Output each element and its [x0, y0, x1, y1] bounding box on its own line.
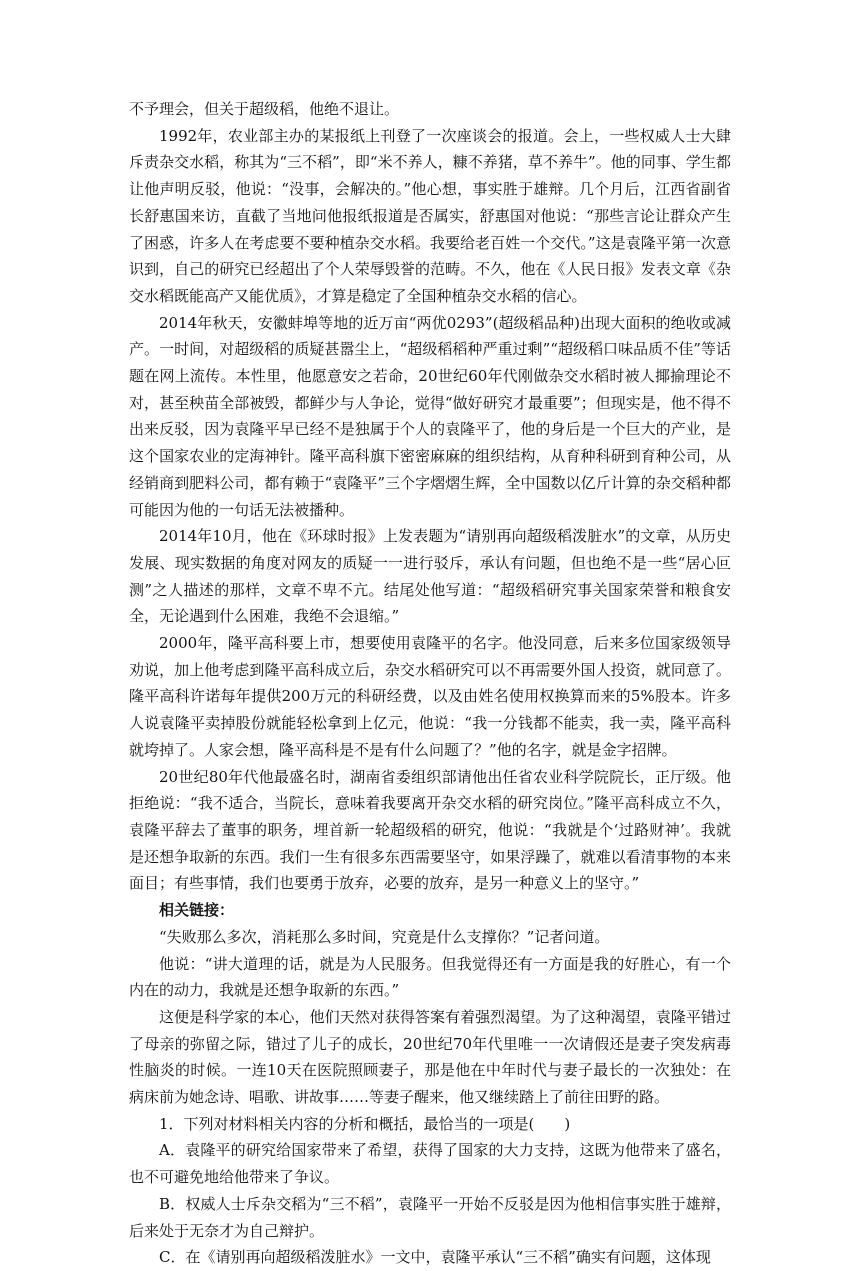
answer-option [129, 1191, 731, 1244]
article-body [129, 96, 731, 1111]
question-number: 1． [159, 1114, 184, 1133]
option-label: C． [159, 1248, 186, 1267]
paragraph: “失败那么多次，消耗那么多时间，究竟是什么支撑你？”记者问道。 [159, 927, 610, 946]
question-text: 下列对材料相关内容的分析和概括，最恰当的一项是( ) [183, 1114, 571, 1133]
answer-option [129, 1244, 731, 1271]
answer-option [129, 1137, 731, 1190]
paragraph: 1992年，农业部主办的某报纸上刊登了一次座谈会的报道。会上，一些权威人士大肆斥责杂交水稻，称其为“三不稻”，即“米不养人，糠不养猪，草不养牛”。他的同事、学生都让他声明反驳，他说：“没事，会解决的。”他心想，事实胜于雄辩。几个月后，江西省副省长舒惠国来访，直截了当地问他报纸报道是否属实，舒惠国对他说：“那些言论让群众产生了困惑，许多人在考虑要不要种植杂交水稻。我要给老百姓一个交代。”这是袁隆平第一次意识到，自己的研究已经超出了个人荣辱毁誉的范畴。不久，他在《人民日报》发表文章《杂交水稻既能高产又能优质》，才算是稳定了全国种植杂交水稻的信心。 [129, 126, 731, 305]
question-stem [129, 1111, 731, 1138]
paragraph: 他说：“讲大道理的话，就是为人民服务。但我觉得还有一方面是我的好胜心，有一个内在的动力，我就是还想争取新的东西。” [129, 954, 731, 1000]
option-label: B． [159, 1194, 186, 1213]
paragraph: 2014年10月，他在《环球时报》上发表题为“请别再向超级稻泼脏水”的文章，从历史发展、现实数据的角度对网友的质疑一一进行驳斥，承认有问题，但也绝不是一些“居心叵测”之人描述的那样，文章不卑不亢。结尾处他写道：“超级稻研究事关国家荣誉和粮食安全，无论遇到什么困难，我绝不会退缩。” [129, 527, 731, 626]
option-text: 袁隆平的研究给国家带来了希望，获得了国家的大力支持，这既为他带来了盛名，也不可避免地给他带来了争议。 [129, 1141, 731, 1187]
paragraph: 20世纪80年代他最盛名时，湖南省委组织部请他出任省农业科学院院长，正厅级。他拒绝说：“我不适合，当院长，意味着我要离开杂交水稻的研究岗位。”隆平高科成立不久，袁隆平辞去了董事的职务，埋首新一轮超级稻的研究，他说：“我就是个‘过路财神’。我就是还想争取新的东西。我们一生有很多东西需要坚守，如果浮躁了，就难以看清事物的本来面目；有些事情，我们也要勇于放弃，必要的放弃，是另一种意义上的坚守。” [129, 767, 731, 893]
option-text: 权威人士斥杂交稻为“三不稻”，袁隆平一开始不反驳是因为他相信事实胜于雄辩，后来处于无奈才为自己辩护。 [129, 1194, 731, 1240]
option-label: A． [159, 1141, 186, 1160]
paragraph: 2000年，隆平高科要上市，想要使用袁隆平的名字。他没同意，后来多位国家级领导劝说，加上他考虑到隆平高科成立后，杂交水稻研究可以不再需要外国人投资，就同意了。隆平高科许诺每年提供200万元的科研经费，以及由姓名使用权换算而来的5%股本。许多人说袁隆平卖掉股份就能轻松拿到上亿元，他说：“我一分钱都不能卖，我一卖，隆平高科就垮掉了。人家会想，隆平高科是不是有什么问题了？”他的名字，就是金字招牌。 [129, 634, 731, 759]
section-heading: 相关链接： [159, 901, 235, 920]
paragraph: 2014年秋天，安徽蚌埠等地的近万亩“两优0293”(超级稻品种)出现大面积的绝收或减产。一时间，对超级稻的质疑甚嚣尘上，“超级稻稻种严重过剩”“超级稻口味品质不佳”等话题在网上流传。本性里，他愿意安之若命，20世纪60年代刚做杂交水稻时被人揶揄理论不对，甚至秧苗全部被毁，都鲜少与人争论，觉得“做好研究才最重要”；但现实是，他不得不出来反驳，因为袁隆平早已经不是独属于个人的袁隆平了，他的身后是一个巨大的产业，是这个国家农业的定海神针。隆平高科旗下密密麻麻的组织结构，从育种科研到育种公司，从经销商到肥料公司，都有赖于“袁隆平”三个字熠熠生辉，全中国数以亿斤计算的杂交稻种都可能因为他的一句话无法被播种。 [129, 313, 731, 519]
paragraph: 不予理会，但关于超级稻，他绝不退让。 [129, 100, 400, 118]
option-text: 在《请别再向超级稻泼脏水》一文中，袁隆平承认“三不稻”确实有问题，这体现 [185, 1248, 711, 1267]
question-options [129, 1137, 731, 1271]
paragraph: 这便是科学家的本心，他们天然对获得答案有着强烈渴望。为了这种渴望，袁隆平错过了母亲的弥留之际，错过了儿子的成长，20世纪70年代里唯一一次请假还是妻子突发病毒性脑炎的时候。一连10天在医院照顾妻子，那是他在中年时代与妻子最长的一次独处：在病床前为她念诗、唱歌、讲故事……等妻子醒来，他又继续踏上了前往田野的路。 [129, 1007, 731, 1107]
document-page [129, 96, 731, 1271]
